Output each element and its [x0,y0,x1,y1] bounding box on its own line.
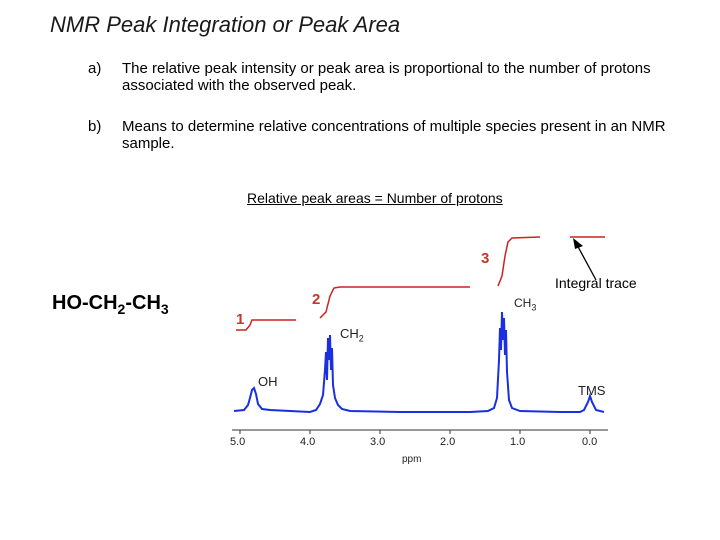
slide-title: NMR Peak Integration or Peak Area [50,12,401,37]
integral-value-ch3: 3 [481,250,490,267]
x-tick-label: 4.0 [300,436,316,448]
list-marker: b) [88,118,102,135]
x-axis-ticks [240,430,590,434]
x-tick-label: 2.0 [440,436,456,448]
x-axis-unit: ppm [402,454,422,465]
peak-label-ch3: $CH_3$ [514,296,537,313]
list-item-text: Means to determine relative concentrations of multiple species present in an NMR sample. [122,118,666,152]
spectrum-trace [234,312,604,412]
list-marker: a) [88,60,102,77]
arrowhead-icon [573,238,583,249]
chemical-formula: $HO-CH_2-CH_3$ [52,292,169,317]
integral-trace [498,237,540,286]
integral-trace [236,320,296,330]
peak-label-ch2: $CH_2$ [340,326,364,344]
peak-label-tms: TMS [578,383,606,398]
x-tick-label: 1.0 [510,436,526,448]
integral-value-oh: 1 [236,311,245,328]
peak-label-oh: OH [258,374,278,389]
integral-trace-label: Integral trace [555,275,637,291]
x-tick-label: 0.0 [582,436,598,448]
integral-trace [320,287,470,318]
list-item-text: The relative peak intensity or peak area is proportional to the number of protons associated with the observed peak. [122,60,651,94]
caption: Relative peak areas = Number of protons [247,190,503,206]
x-tick-label: 5.0 [230,436,246,448]
x-tick-label: 3.0 [370,436,386,448]
integral-value-ch2: 2 [312,291,321,308]
